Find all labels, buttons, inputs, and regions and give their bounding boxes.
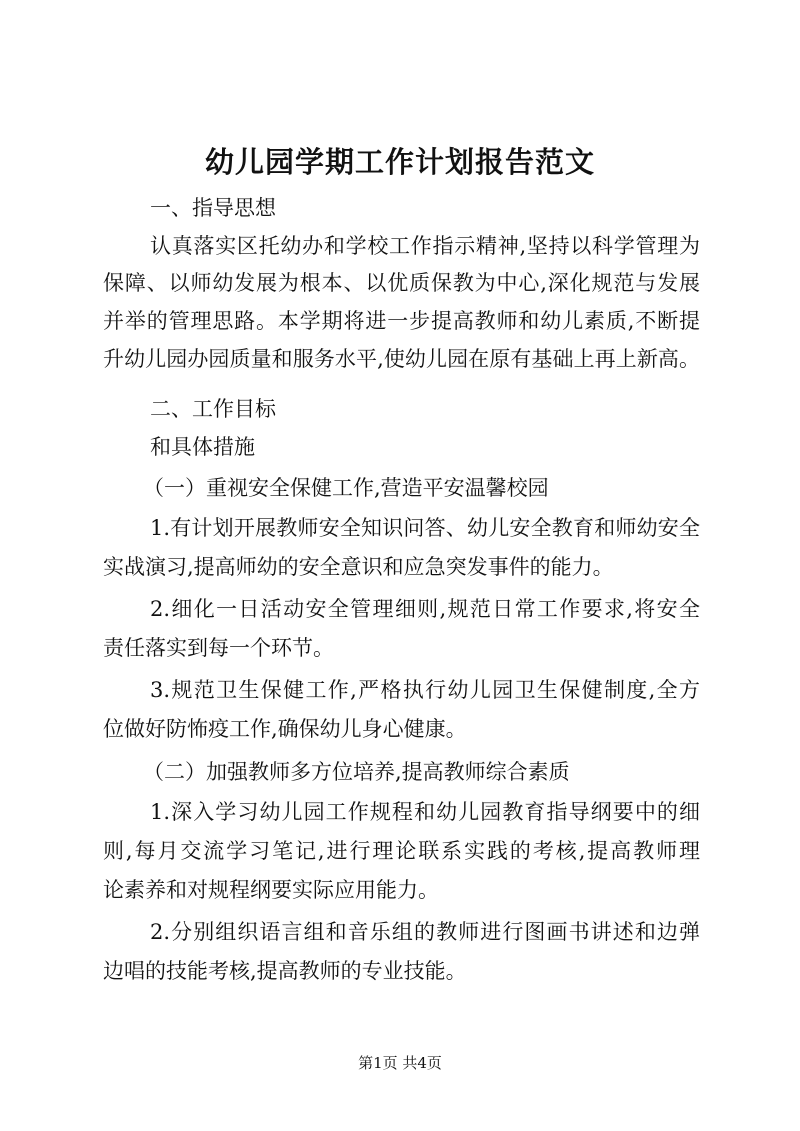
section-heading-work-goals: 二、工作目标 xyxy=(150,397,276,421)
section-heading-guiding-ideology: 一、指导思想 xyxy=(150,196,276,220)
subsection-heading-teacher-training: （二）加强教师多方位培养,提高教师综合素质 xyxy=(143,760,570,784)
paragraph-line: 并举的管理思路。本学期将进一步提高教师和幼儿素质,不断提 xyxy=(103,309,700,333)
page-number: 第1页 共4页 xyxy=(358,1054,442,1072)
paragraph-line: 2.分别组织语言组和音乐组的教师进行图画书讲述和边弹 xyxy=(150,920,700,944)
paragraph-line: 位做好防怖疫工作,确保幼儿身心健康。 xyxy=(103,717,467,741)
paragraph-line: 则,每月交流学习笔记,进行理论联系实践的考核,提高教师理 xyxy=(103,839,700,863)
document-title: 幼儿园学期工作计划报告范文 xyxy=(204,145,595,179)
paragraph-line: 3.规范卫生保健工作,严格执行幼儿园卫生保健制度,全方 xyxy=(150,678,700,702)
paragraph-line: 1.有计划开展教师安全知识问答、幼儿安全教育和师幼安全 xyxy=(150,516,700,540)
subsection-heading-safety: （一）重视安全保健工作,营造平安温馨校园 xyxy=(143,476,549,500)
paragraph-line: 2.细化一日活动安全管理细则,规范日常工作要求,将安全 xyxy=(150,597,700,621)
paragraph-line: 论素养和对规程纲要实际应用能力。 xyxy=(103,878,439,902)
paragraph-line: 责任落实到每一个环节。 xyxy=(103,636,334,660)
paragraph-line: 保障、以师幼发展为根本、以优质保教为中心,深化规范与发展 xyxy=(103,271,700,295)
paragraph-line: 实战演习,提高师幼的安全意识和应急突发事件的能力。 xyxy=(103,555,614,579)
paragraph-line: 边唱的技能考核,提高教师的专业技能。 xyxy=(103,959,467,983)
section-heading-measures: 和具体措施 xyxy=(150,435,255,459)
paragraph-line: 升幼儿园办园质量和服务水平,使幼儿园在原有基础上再上新高。 xyxy=(103,347,700,371)
paragraph-line: 认真落实区托幼办和学校工作指示精神,坚持以科学管理为 xyxy=(150,234,700,258)
paragraph-line: 1.深入学习幼儿园工作规程和幼儿园教育指导纲要中的细 xyxy=(150,800,700,824)
